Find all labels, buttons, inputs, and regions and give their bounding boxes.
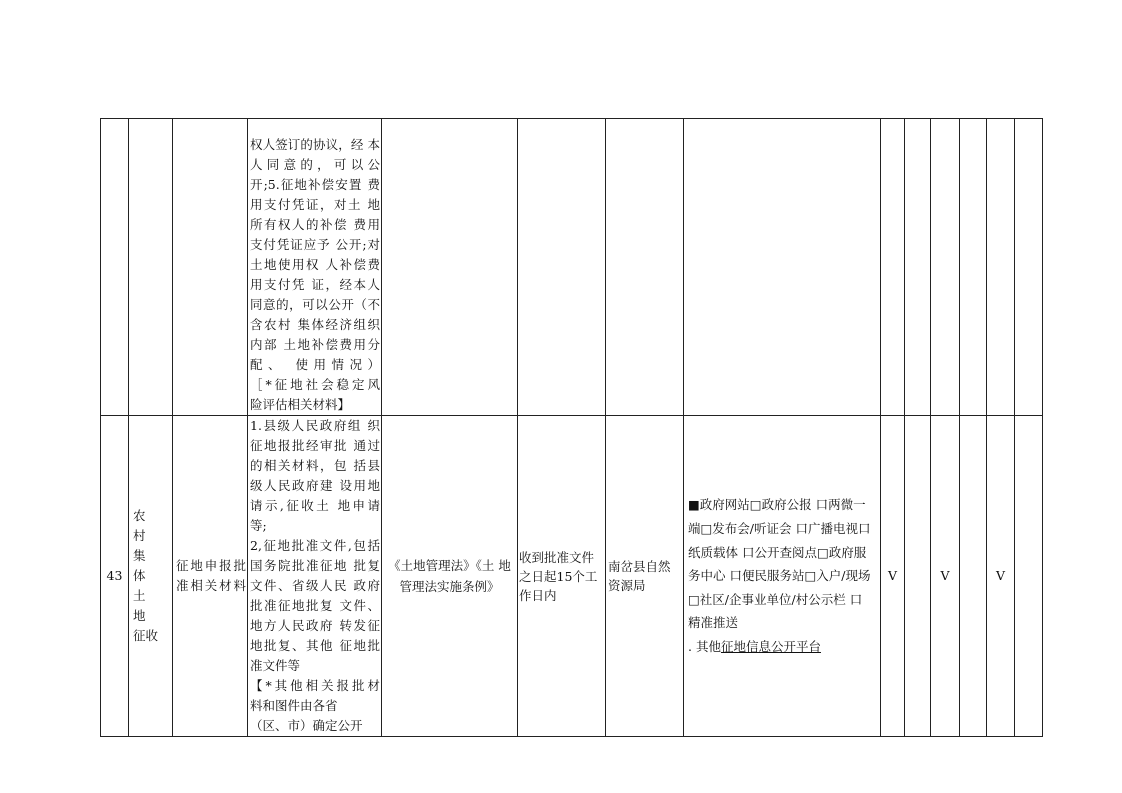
legal-basis <box>382 555 517 597</box>
time-limit-line: 收到批准文件 <box>519 549 595 565</box>
content-line: 同意的，可以公开（不 <box>250 297 380 312</box>
channel-line: 精准推送 <box>688 615 739 631</box>
basis-line: 管理法实施条例》 <box>399 579 500 594</box>
channel-line: 务中心 口便民服务站□入户/现场 <box>688 568 871 584</box>
time-limit-cell <box>518 416 606 737</box>
channel-line: □社区/企事业单位/村公示栏 口 <box>688 591 863 607</box>
content-line: 支付凭证应予 公开;对 <box>250 237 380 252</box>
channel-list <box>684 493 880 658</box>
content-line: 批准征地批复 文件、 <box>250 598 380 613</box>
category-line: 农 村 <box>133 508 159 543</box>
table-row-43 <box>101 416 1043 737</box>
item-name <box>173 556 247 596</box>
check-mark <box>1015 416 1043 737</box>
content-line: 料和图件由各省 <box>250 698 338 713</box>
channel-line: ■政府网站□政府公报 口两微一 <box>688 497 866 513</box>
check-mark <box>905 416 931 737</box>
category-text <box>129 506 172 646</box>
table-row-continued <box>101 119 1043 416</box>
category-line: 征收 <box>133 628 159 643</box>
content-text <box>248 119 381 415</box>
content-line: 国务院批准征地 批复 <box>250 558 380 573</box>
channel-line: 端□发布会/听证会 口广播电视口 <box>688 521 871 537</box>
check-cell <box>960 119 987 416</box>
time-limit-line: 作日内 <box>519 587 557 603</box>
cell-basis <box>382 119 518 416</box>
content-line: 文件、省级人民 政府 <box>250 578 380 593</box>
content-line: 开;5.征地补偿安置 费 <box>250 177 380 192</box>
check-cell <box>905 119 931 416</box>
time-limit <box>518 548 605 605</box>
category-line: 土 地 <box>133 588 159 623</box>
channel-line: 纸质载体 口公开查阅点□政府服 <box>688 544 867 560</box>
content-line: 用支付凭证，对土 地 <box>250 197 380 212</box>
check-mark: V <box>881 416 905 737</box>
channels-cell <box>684 416 881 737</box>
cell-time-limit <box>518 119 606 416</box>
content-line: 权人签订的协议，经 本 <box>250 137 380 152</box>
subject-line: 资源局 <box>608 578 646 593</box>
content-line: ［*征地社会稳定风 <box>250 377 380 392</box>
content-line: 险评估相关材料】 <box>250 397 351 412</box>
cell-category <box>129 119 173 416</box>
content-line: 1.县级人民政府组 织 <box>250 418 380 433</box>
content-line: 【*其他相关报批材 <box>250 678 380 693</box>
category-cell <box>129 416 173 737</box>
disclosure-subject <box>606 557 683 595</box>
content-line: 级人民政府建 设用地 <box>250 478 380 493</box>
subject-line: 南岔县自然 <box>608 559 671 574</box>
cell-number <box>101 119 129 416</box>
content-line: 配、 使用情况） <box>250 357 380 372</box>
channel-other <box>688 635 877 659</box>
content-line: 土地使用权 人补偿费 <box>250 257 380 272</box>
item-cell <box>173 416 248 737</box>
item-line: 征地申报批 <box>176 558 246 573</box>
content-line: 请示,征收土 地申请 <box>250 498 380 513</box>
content-line: 含农村 集体经济组织 <box>250 317 380 332</box>
content-line: 人 同 意 的 ， 可 以 公 <box>250 157 380 172</box>
cell-content <box>248 119 382 416</box>
check-mark: V <box>987 416 1015 737</box>
content-line: 等; <box>250 518 267 533</box>
content-line: （区、市）确定公开 <box>250 718 363 733</box>
check-mark: V <box>931 416 960 737</box>
check-cell <box>881 119 905 416</box>
cell-channels <box>684 119 881 416</box>
basis-line: 《土地管理法》《土 地 <box>388 558 511 573</box>
cell-subject <box>606 119 684 416</box>
channel-options <box>688 493 877 635</box>
content-line: 2,征地批准文件,包括 <box>250 538 380 553</box>
content-line: 所有权人的补偿 费用 <box>250 217 380 232</box>
row-number: 43 <box>101 416 129 737</box>
content-line: 地批复、其他 征地批 <box>250 638 380 653</box>
disclosure-table <box>100 118 1043 737</box>
check-cell <box>987 119 1015 416</box>
content-line: 内部 土地补偿费用分 <box>250 337 380 352</box>
content-cell <box>248 416 382 737</box>
content-line: 的相关材料，包 括县 <box>250 458 380 473</box>
basis-cell <box>382 416 518 737</box>
item-line: 准相关材料 <box>176 578 246 593</box>
content-text <box>248 416 381 736</box>
content-line: 用支付凭 证，经本人 <box>250 277 380 292</box>
check-mark <box>960 416 987 737</box>
content-line: 地方人民政府 转发征 <box>250 618 380 633</box>
check-cell <box>931 119 960 416</box>
channel-other-prefix: . 其他 <box>688 638 721 654</box>
content-line: 征地报批经审批 通过 <box>250 438 380 453</box>
check-cell <box>1015 119 1043 416</box>
content-line: 准文件等 <box>250 658 301 673</box>
time-limit-line: 之日起15个工 <box>519 568 598 584</box>
subject-cell <box>606 416 684 737</box>
cell-item <box>173 119 248 416</box>
channel-other-link: 征地信息公开平台 <box>720 638 821 654</box>
category-line: 集 体 <box>133 548 159 583</box>
